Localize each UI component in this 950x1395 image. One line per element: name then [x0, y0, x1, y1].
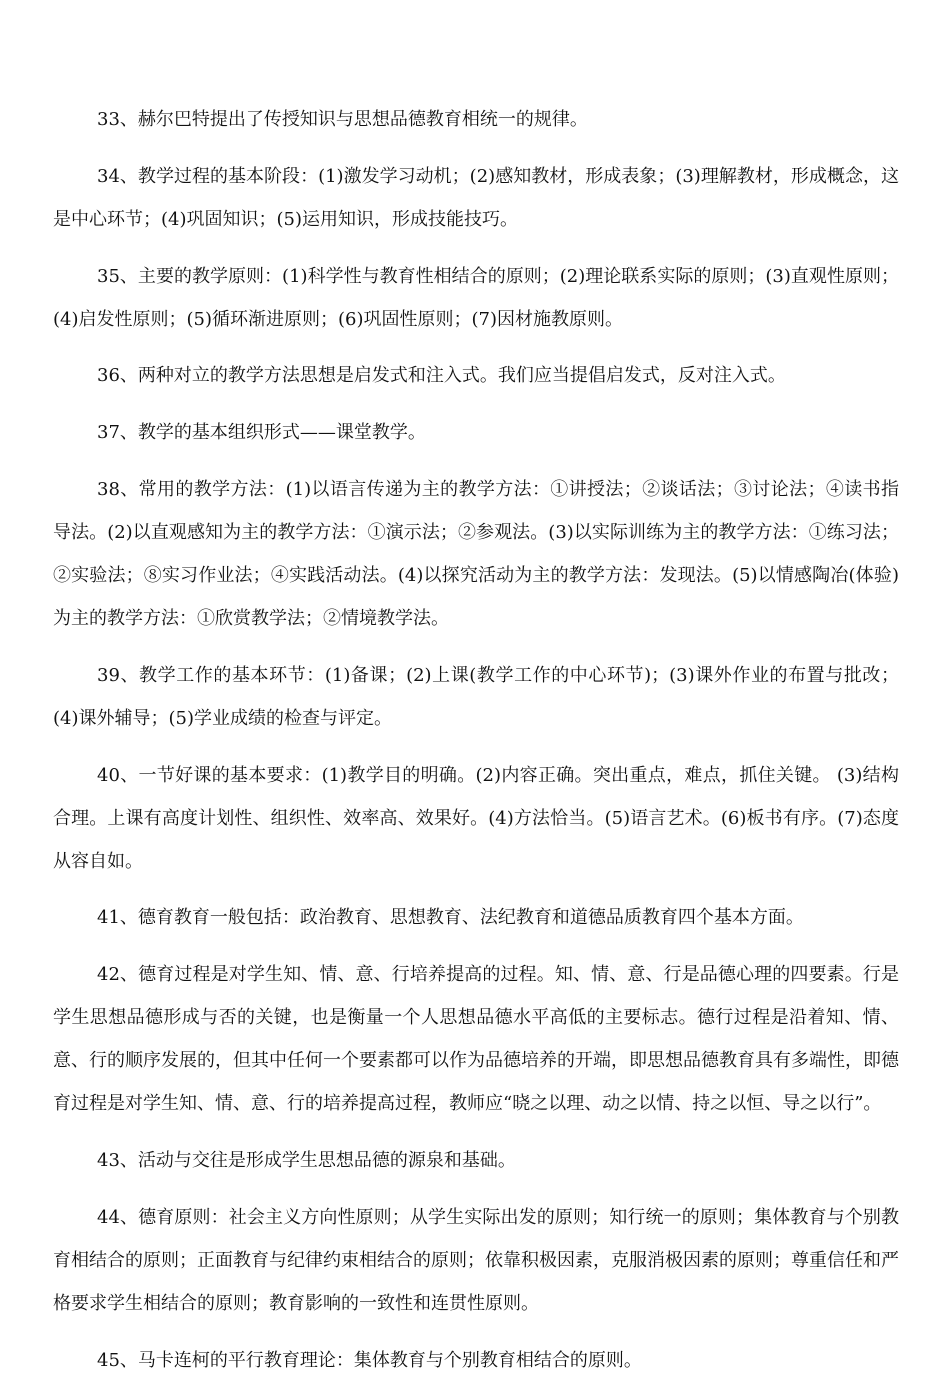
paragraph-38: 38、常用的教学方法：(1)以语言传递为主的教学方法：①讲授法；②谈话法；③讨论法；④读书指导法。(2)以直观感知为主的教学方法：①演示法；②参观法。(3)以实际训练为主的教学方法：①练习法；②实验法；⑧实习作业法；④实践活动法。(4)以探究活动为主的教学方法：发现法。(5)以情感陶冶(体验)为主的教学方法：①欣赏教学法；②情境教学法。	[53, 478, 899, 629]
paragraph-33: 33、赫尔巴特提出了传授知识与思想品德教育相统一的规律。	[97, 109, 588, 130]
paragraph-44: 44、德育原则：社会主义方向性原则；从学生实际出发的原则；知行统一的原则；集体教育与个别教育相结合的原则；正面教育与纪律约束相结合的原则；依靠积极因素，克服消极因素的原则；尊重信任和严格要求学生相结合的原则；教育影响的一致性和连贯性原则。	[53, 1206, 899, 1314]
paragraph-35: 35、主要的教学原则：(1)科学性与教育性相结合的原则；(2)理论联系实际的原则；(3)直观性原则；(4)启发性原则；(5)循环渐进原则；(6)巩固性原则；(7)因材施教原则。	[53, 265, 899, 330]
paragraph-40: 40、一节好课的基本要求：(1)教学目的明确。(2)内容正确。突出重点，难点，抓住关键。 (3)结构合理。上课有高度计划性、组织性、效率高、效果好。(4)方法恰当。(5)语言艺术。(6)板书有序。(7)态度从容自如。	[53, 764, 899, 872]
paragraph-42: 42、德育过程是对学生知、情、意、行培养提高的过程。知、情、意、行是品德心理的四要素。行是学生思想品德形成与否的关键，也是衡量一个人思想品德水平高低的主要标志。德行过程是沿着知、情、意、行的顺序发展的，但其中任何一个要素都可以作为品德培养的开端，即思想品德教育具有多端性，即德育过程是对学生知、情、意、行的培养提高过程，教师应“晓之以理、动之以情、持之以恒、导之以行”。	[53, 964, 899, 1115]
paragraph-34: 34、教学过程的基本阶段：(1)激发学习动机；(2)感知教材，形成表象；(3)理解教材，形成概念，这是中心环节；(4)巩固知识；(5)运用知识，形成技能技巧。	[53, 165, 899, 230]
paragraph-37: 37、教学的基本组织形式——课堂教学。	[97, 422, 426, 444]
paragraph-45: 45、马卡连柯的平行教育理论：集体教育与个别教育相结合的原则。	[97, 1349, 642, 1371]
paragraph-39: 39、教学工作的基本环节：(1)备课；(2)上课(教学工作的中心环节)；(3)课外作业的布置与批改；(4)课外辅导；(5)学业成绩的检查与评定。	[53, 664, 899, 729]
paragraph-43: 43、活动与交往是形成学生思想品德的源泉和基础。	[97, 1149, 516, 1171]
paragraph-41: 41、德育教育一般包括：政治教育、思想教育、法纪教育和道德品质教育四个基本方面。	[97, 907, 804, 929]
document-body	[53, 98, 899, 1395]
paragraph-36: 36、两种对立的教学方法思想是启发式和注入式。我们应当提倡启发式，反对注入式。	[97, 365, 786, 387]
